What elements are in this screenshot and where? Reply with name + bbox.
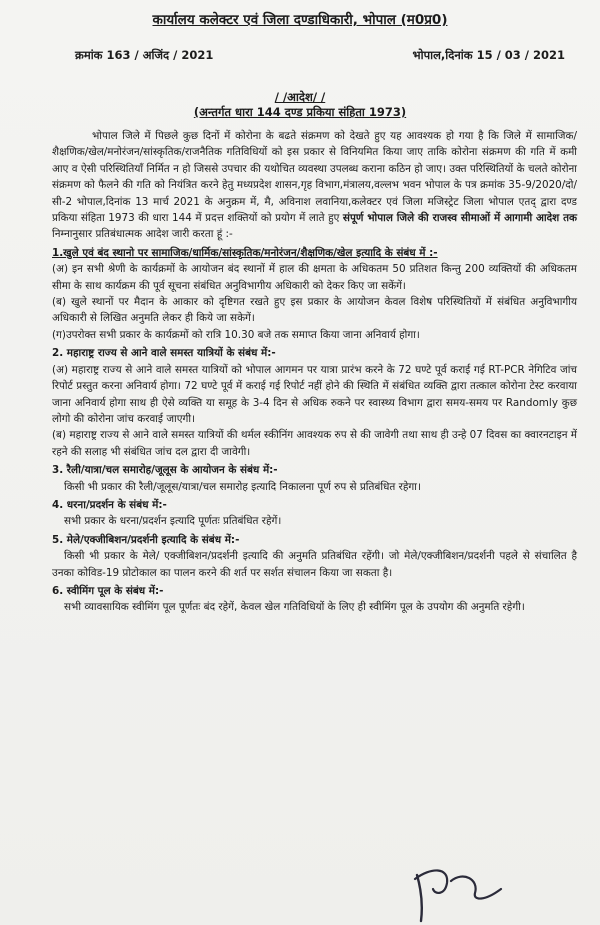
intro-closing: निम्नानुसार प्रतिबंधात्मक आदेश जारी करता हूं :- (52, 228, 233, 241)
section-5-item: किसी भी प्रकार के मेले/ एक्जीबिशन/प्रदर्शनी इत्यादि की अनुमति प्रतिबंधित रहेंगी। जो मेले/एक्जीबिशन/प्रदर्शनी पहले से संचालित है उनका कोविड-19 प्रोटोकाल का पालन करने की शर्त पर सर्शत संचालन किया जा सकता है। (52, 550, 577, 579)
order-date: भोपाल,दिनांक 15 / 03 / 2021 (412, 48, 565, 62)
section-1-item-a: (अ) इन सभी श्रेणी के कार्यक्रमों के आयोजन बंद स्थानों में हाल की क्षमता के अधिकतम 50 प्रतिशत किन्तु 200 व्यक्तियों की अधिकतम सीमा के साथ कार्यक्रम की पूर्व सूचना संबंधित अनुविभागीय अधिकारी को देकर किए जा सकेंगें। (52, 263, 577, 292)
order-heading (0, 90, 600, 120)
reference-row (75, 48, 565, 63)
intro-paragraph (52, 128, 577, 243)
intro-text: भोपाल जिले में पिछले कुछ दिनों में कोरोना के बढते संक्रमण को देखते हुए यह आवश्यक हो गया है कि जिले में सामाजिक/शैक्षणिक/खेल/मनोरंजन/सांस्कृतिक/राजनैतिक गतिविधियों को इस प्रकार से विनियमित किया जाए ताकि कोरोना संक्रमण की गति में कमी आए व ऐसी परिस्थितियाँ निर्मित न हो जिससे उपचार की यथोचित व्यवस्था उपलब्ध कराना कठिन हो जाए। उक्त परिस्थितियों के चलते कोरोना संक्रमण को फैलने की गति को नियंत्रित करने हेतु मध्यप्रदेश शासन,गृह विभाग,मंत्रालय,वल्लभ भवन भोपाल के पत्र क्रमांक 35-9/2020/दो/सी-2 भोपाल,दिनांक 13 मार्च 2021 के अनुक्रम में, मै, अविनाश लवानिया,कलेक्टर एवं जिला मजिस्ट्रेट जिला भोपाल एतद् द्वारा दण्ड प्रकिया संहिता 1973 की धारा 144 में प्रदत्त शक्तियों को प्रयोग में लाते हुए (52, 130, 577, 225)
section-2-heading: 2. महाराष्ट्र राज्य से आने वाले समस्त यात्रियों के संबंध में:- (52, 347, 276, 360)
section-4-item: सभी प्रकार के धरना/प्रदर्शन इत्यादि पूर्णतः प्रतिबंधित रहेगें। (64, 515, 282, 528)
office-title (0, 10, 600, 28)
section-2-item-a: (अ) महाराष्ट्र राज्य से आने वाले समस्त यात्रियों को भोपाल आगमन पर यात्रा प्रारंभ करने के 72 घण्टे पूर्व कराई गई RT-PCR नेगिटिव जांच रिपोर्ट प्रस्तुत करना अनिवार्य होगा। 72 घण्टे पूर्व में कराई गई रिपोर्ट नहीं होने की स्थिति में संबंधित व्यक्ति द्वारा तत्काल कोरोना टेस्ट करवाया जाना अनिवार्य होगा साथ ही ऐसे व्यक्ति या समूह के 3-4 दिन से अधिक रुकने पर स्वास्थ्य विभाग द्वारा समय-समय पर Randomly कुछ लोगो की कोरोना जांच करवाई जाएगी। (52, 363, 577, 425)
section-6-item: सभी व्यावसायिक स्वीमिंग पूल पूर्णतः बंद रहेगें, केवल खेल गतिविधियों के लिए ही स्वीमिंग पूल के उपयोग की अनुमति रहेगी। (64, 601, 525, 614)
order-title: / /आदेश/ / (274, 90, 326, 104)
section-3-item: किसी भी प्रकार की रैली/जूलूस/यात्रा/चल समारोह इत्यादि निकालना पूर्ण रुप से प्रतिबंधित रहेगा। (64, 480, 421, 493)
section-1-heading: 1.खुले एवं बंद स्थानो पर सामाजिक/धार्मिक/सांस्कृतिक/मनोरंजन/शैक्षणिक/खेल इत्यादि के संबंध में :- (52, 246, 438, 259)
signature-mark (405, 845, 515, 925)
intro-jurisdiction: संपूर्ण भोपाल जिले की राजस्व सीमाओं में आगामी आदेश तक (342, 212, 577, 225)
section-1-item-b: (ब) खुले स्थानों पर मैदान के आकार को दृष्टिगत रखते हुए इस प्रकार के आयोजन केवल विशेष परिस्थितियों में संबंधित अनुविभागीय अधिकारी से लिखित अनुमति लेकर ही किये जा सकेगें। (52, 296, 577, 325)
reference-number: क्रमांक 163 / अजिंद / 2021 (75, 48, 214, 62)
order-body (52, 128, 577, 616)
order-subtitle: (अन्तर्गत धारा 144 दण्ड प्रकिया संहिता 1973) (193, 105, 407, 119)
section-6-heading: 6. स्वीमिंग पूल के संबंध में:- (52, 584, 164, 597)
section-2-item-b: (ब) महाराष्ट्र राज्य से आने वाले समस्त यात्रियों की थर्मल स्कीनिंग आवश्यक रुप से की जावेगी तथा साथ ही उन्हे 07 दिवस का क्वारनटाइन में रहने की सलाह भी संबंधित जांच दल द्वारा दी जावेगी। (52, 429, 577, 458)
section-1-item-c: (ग)उपरोक्त सभी प्रकार के कार्यक्रमों को रात्रि 10.30 बजे तक समाप्त किया जाना अनिवार्य होगा। (52, 328, 420, 341)
section-3-heading: 3. रैली/यात्रा/चल समारोह/जूलूस के आयोजन के संबंध में:- (52, 464, 278, 477)
office-title-text: कार्यालय कलेक्टर एवं जिला दण्डाधिकारी, भोपाल (म0प्र0) (152, 12, 448, 28)
section-5-heading: 5. मेले/एक्जीबिशन/प्रदर्शनी इत्यादि के संबंध में:- (52, 533, 240, 546)
section-4-heading: 4. धरना/प्रदर्शन के संबंध में:- (52, 498, 167, 511)
